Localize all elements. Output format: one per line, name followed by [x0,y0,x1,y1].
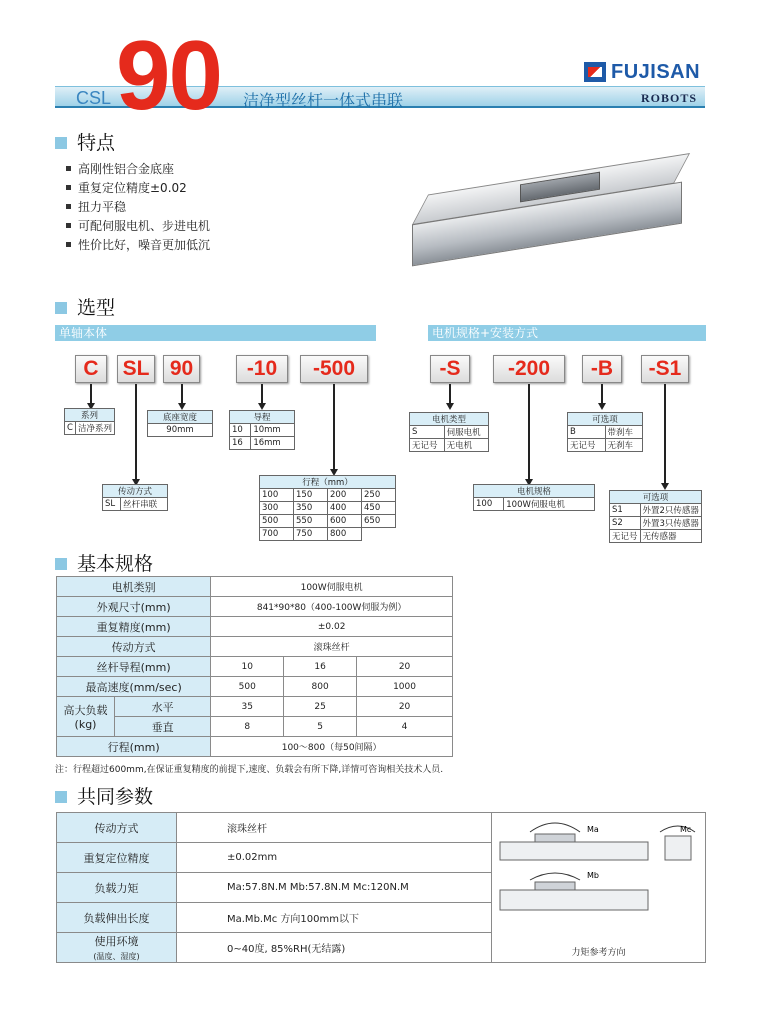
series-number: 90 [116,20,222,130]
series-box: 系列 C 洁净系列 [64,408,115,435]
drive-box: 传动方式 SL 丝杆串联 [102,484,168,511]
mb-label: Mb [587,871,599,880]
feature-item: 性价比好，噪音更加低沉 [66,236,210,253]
width-box: 底座宽度 90mm [147,410,213,437]
code-series: C [75,355,107,383]
code-sensor: -S1 [641,355,689,383]
connector [90,384,92,408]
connector [601,384,603,408]
code-motor-spec: -200 [493,355,565,383]
code-brake: -B [582,355,622,383]
common-table: 传动方式 滚珠丝杆 力矩参考方向 重复定位精度 ±0.02mm 负载力矩 Ma:57.8N.M Mb:57.8N.M Mc:120N.M 负载伸出长度 Ma.Mb.Mc 方向100mm以下 使用环境 (温度、湿度) 0~40度, 85%RH(无结露) [56,812,706,963]
option-brake-box: 可选项 B 带刹车 无记号 无刹车 [567,412,643,452]
body-bar: 单轴本体 [55,325,376,341]
feature-item: 重复定位精度±0.02 [66,179,187,196]
brand-sub: ROBOTS [640,91,697,105]
motor-spec-box: 电机规格 100 100W伺服电机 [473,484,595,511]
motor-bar: 电机规格+安装方式 [428,325,706,341]
specs-title: 基本规格 [55,549,153,576]
common-title: 共同参数 [55,782,153,809]
series-prefix: CSL [76,88,112,108]
connector [135,384,137,484]
selection-title: 选型 [55,293,115,320]
fujisan-logo-icon [584,62,606,82]
motor-type-box: 电机类型 S 伺服电机 无记号 无电机 [409,412,489,452]
connector [449,384,451,408]
connector [664,384,666,488]
feature-item: 扭力平稳 [66,198,126,215]
connector [261,384,263,408]
specs-note: 注：行程超过600mm,在保证重复精度的前提下,速度、负载会有所下降,详情可咨询相关技术人员. [55,765,444,775]
connector [333,384,335,474]
connector [181,384,183,408]
product-subtitle: 洁净型丝杆一体式串联 [243,91,404,110]
connector [528,384,530,484]
code-width: 90 [163,355,200,383]
moment-diagram [495,820,700,935]
features-title: 特点 [55,128,115,155]
mc-label: Mc [680,825,692,834]
lead-box: 导程 10 10mm 16 16mm [229,410,295,450]
specs-table: 电机类别 100W伺服电机 外观尺寸(mm) 841*90*80（400-100W伺服为例） 重复精度(mm) ±0.02 传动方式 滚珠丝杆 丝杆导程(mm) 10 16 20 最高速度(mm/sec) 500 800 1000 高大负载(kg) 水平 35 25 20 垂直 8 5 4 行程(mm) 100～800（每50间隔） [56,576,453,757]
code-drive: SL [117,355,155,383]
code-stroke: -500 [300,355,368,383]
code-motor-type: -S [430,355,470,383]
feature-item: 可配伺服电机、步进电机 [66,217,210,234]
feature-item: 高刚性铝合金底座 [66,160,174,177]
code-lead: -10 [236,355,288,383]
stroke-box: 行程（mm） 100 150 200 250 300 350 400 450 500 550 600 650 700 750 800 [259,475,396,541]
option-sensor-box: 可选项 S1 外置2只传感器 S2 外置3只传感器 无记号 无传感器 [609,490,702,543]
brand-name: FUJISAN [611,61,701,83]
moment-diagram-caption: 力矩参考方向 [492,813,706,963]
ma-label: Ma [587,825,599,834]
